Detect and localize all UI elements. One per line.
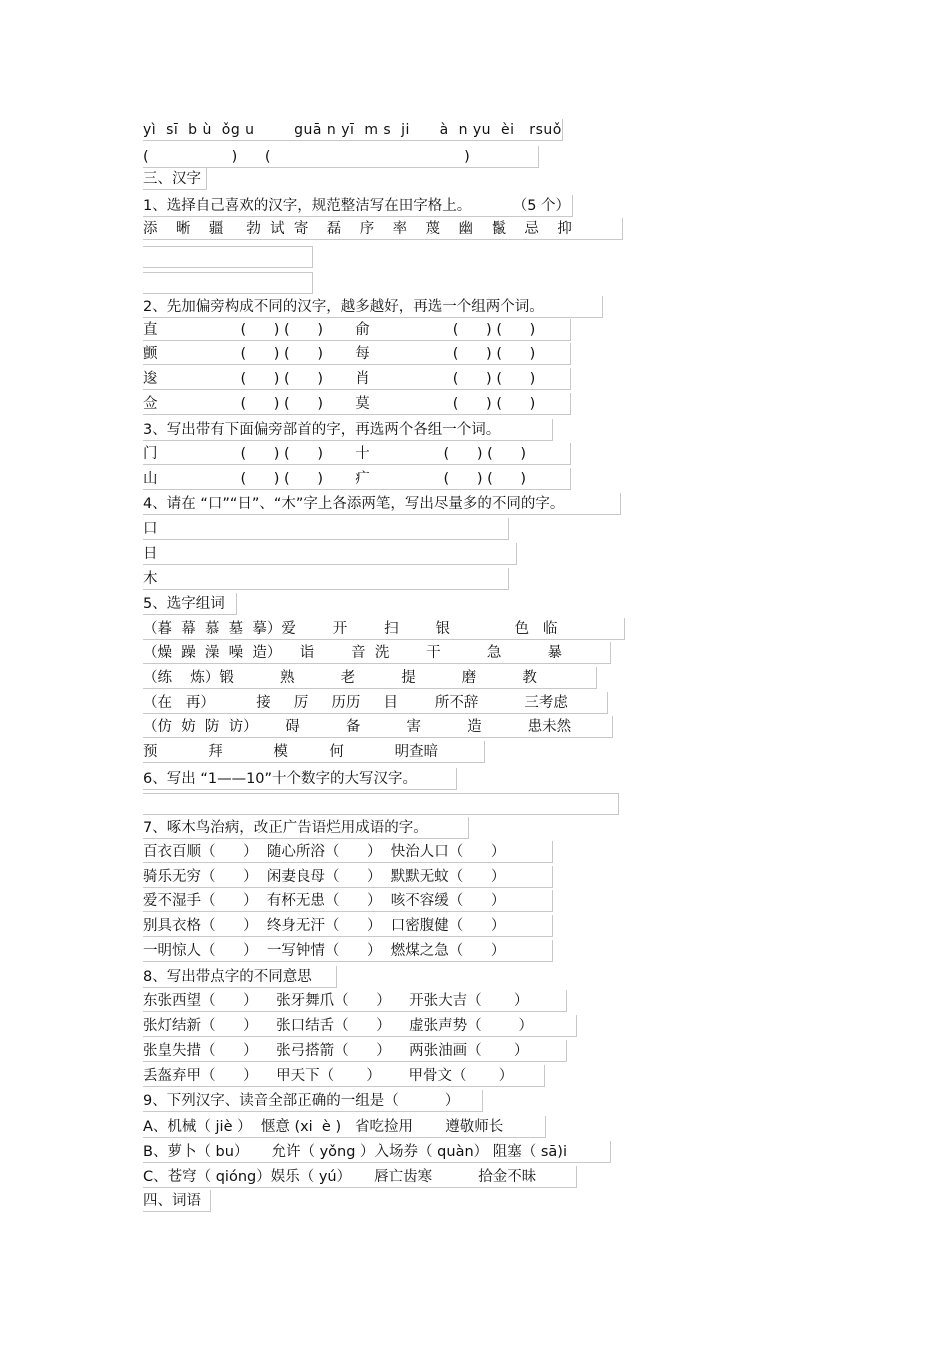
text-line: 一明惊人（ ） 一写钟情（ ） 燃煤之急（ ） — [143, 940, 553, 962]
text-line: 日 — [143, 543, 517, 565]
text-line: 口 — [143, 518, 509, 540]
text-line: 8、写出带点字的不同意思 — [143, 966, 337, 988]
text-line: （在 再） 接 厉 历历 目 所不辞 三考虑 — [143, 692, 608, 714]
text-line: 东张西望（ ） 张牙舞爪（ ） 开张大吉（ ） — [143, 990, 567, 1012]
writing-blank-line[interactable] — [143, 246, 313, 268]
writing-blank-line[interactable] — [143, 793, 619, 815]
text-line: 1、选择自己喜欢的汉字，规范整洁写在田字格上。 （5 个） — [143, 195, 573, 217]
text-line: （燥 躁 澡 噪 造） 诣 音 洗 干 急 暴 — [143, 642, 611, 664]
text-line: 6、写出 “1——10”十个数字的大写汉字。 — [143, 768, 457, 790]
text-line: 门 ( ) ( ) 十 ( ) ( ) — [143, 443, 571, 465]
text-line: A、机械（ jiè ） 惬意 (xi è ) 省吃捡用 遵敬师长 — [143, 1116, 546, 1138]
text-line: （练 炼）锻 熟 老 提 磨 教 — [143, 667, 597, 689]
text-line: C、苍穹（ qióng）娱乐（ yú） 唇亡齿寒 拾金不昧 — [143, 1166, 577, 1188]
text-line: 百衣百顺（ ） 随心所浴（ ） 快治人口（ ） — [143, 841, 553, 863]
text-line: 张皇失措（ ） 张弓搭箭（ ） 两张油画（ ） — [143, 1040, 567, 1062]
text-line: 张灯结新（ ） 张口结舌（ ） 虚张声势（ ） — [143, 1015, 577, 1037]
text-line: 丢盔弃甲（ ） 甲天下（ ） 甲骨文（ ） — [143, 1065, 545, 1087]
text-line: （仿 妨 防 访） 碍 备 害 造 患未然 — [143, 716, 613, 738]
text-line: 逡 ( ) ( ) 肖 ( ) ( ) — [143, 368, 571, 390]
text-line: 添 晰 疆 勃 试 寄 磊 序 率 蔑 幽 鬣 忌 抑 — [143, 218, 623, 240]
text-line: 7、啄木鸟治病，改正广告语烂用成语的字。 — [143, 817, 469, 839]
text-line: 爱不湿手（ ） 有杯无患（ ） 咳不容缓（ ） — [143, 890, 553, 912]
text-line: 预 拜 模 何 明查暗 — [143, 741, 485, 763]
text-line: 四、词语 — [143, 1190, 211, 1212]
text-line: 别具衣格（ ） 终身无汗（ ） 口密腹健（ ） — [143, 915, 553, 937]
text-line: B、萝卜（ bu） 允许（ yǒng ）入场券（ quàn） 阻塞（ sā)i — [143, 1141, 611, 1163]
writing-blank-line[interactable] — [143, 272, 313, 294]
text-line: 4、请在 “口”“日”、“木”字上各添两笔，写出尽量多的不同的字。 — [143, 493, 621, 515]
text-line: 三、汉字 — [143, 168, 207, 190]
text-line: 佥 ( ) ( ) 莫 ( ) ( ) — [143, 393, 571, 415]
text-line: 9、下列汉字、读音全部正确的一组是（ ） — [143, 1090, 483, 1112]
text-line: 颤 ( ) ( ) 每 ( ) ( ) — [143, 343, 571, 365]
text-line: 2、先加偏旁构成不同的汉字，越多越好，再选一个组两个词。 — [143, 296, 603, 318]
text-line: 骑乐无穷（ ） 闲妻良母（ ） 默默无蚊（ ） — [143, 866, 553, 888]
text-line: 3、写出带有下面偏旁部首的字，再选两个各组一个词。 — [143, 419, 553, 441]
text-line: 5、选字组词 — [143, 593, 237, 615]
text-line: 木 — [143, 568, 509, 590]
text-line: ( ) ( ) — [143, 146, 539, 168]
text-line: 直 ( ) ( ) 俞 ( ) ( ) — [143, 319, 571, 341]
text-line: 山 ( ) ( ) 疒 ( ) ( ) — [143, 468, 571, 490]
text-line: yì sī b ù ǒg u guā n yī m s ji à n yu èi rsuǒ — [143, 119, 563, 141]
text-line: （暮 幕 慕 墓 摹）爱 开 扫 银 色 临 — [143, 618, 625, 640]
